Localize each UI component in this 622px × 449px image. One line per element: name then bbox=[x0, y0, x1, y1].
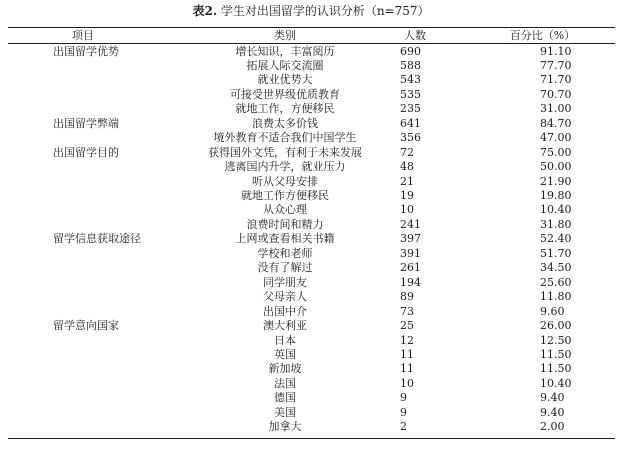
row-item: 境外教育不适合我们中国学生 bbox=[213, 131, 357, 145]
row-count: 391 bbox=[400, 246, 421, 260]
row-item: 就地工作方便移民 bbox=[241, 189, 329, 202]
row-percent: 10.40 bbox=[540, 376, 572, 390]
row-count: 588 bbox=[400, 58, 421, 72]
row-count: 261 bbox=[400, 261, 421, 275]
row-item: 学校和老师 bbox=[257, 246, 313, 260]
row-percent: 9.40 bbox=[540, 391, 565, 405]
table-row bbox=[0, 334, 622, 348]
row-count: 9 bbox=[400, 391, 407, 405]
row-item: 上网或查看相关书籍 bbox=[235, 232, 335, 246]
row-count: 543 bbox=[400, 73, 421, 87]
row-count: 10 bbox=[400, 203, 414, 217]
row-percent: 9.40 bbox=[540, 405, 565, 419]
row-count: 11 bbox=[400, 362, 414, 376]
table-row bbox=[0, 88, 622, 102]
table-row bbox=[0, 319, 622, 333]
row-count: 397 bbox=[400, 232, 421, 246]
table-row bbox=[0, 290, 622, 304]
row-percent: 34.50 bbox=[540, 261, 572, 275]
row-item: 浪费太多价钱 bbox=[252, 116, 318, 130]
row-item: 逃离国内升学，就业压力 bbox=[224, 160, 346, 174]
table-number: 表2. bbox=[192, 4, 217, 18]
table-row bbox=[0, 391, 622, 405]
row-item: 澳大利亚 bbox=[263, 319, 307, 333]
row-count: 21 bbox=[400, 174, 414, 188]
row-count: 72 bbox=[400, 145, 414, 159]
row-item: 就地工作，方便移民 bbox=[235, 102, 335, 116]
header-category: 项目 bbox=[72, 28, 94, 42]
row-count: 12 bbox=[400, 333, 414, 347]
row-percent: 9.60 bbox=[540, 304, 565, 318]
header-item: 类别 bbox=[274, 28, 296, 42]
row-percent: 75.00 bbox=[540, 145, 572, 159]
row-count: 2 bbox=[400, 420, 407, 434]
table-row bbox=[0, 377, 622, 391]
row-category: 留学信息获取途径 bbox=[53, 232, 141, 246]
row-count: 535 bbox=[400, 87, 421, 101]
row-item: 获得国外文凭，有利于未来发展 bbox=[208, 145, 362, 159]
table-row bbox=[0, 261, 622, 275]
row-percent: 31.00 bbox=[540, 102, 572, 116]
row-percent: 47.00 bbox=[540, 131, 572, 145]
row-item: 新加坡 bbox=[268, 362, 302, 376]
table-caption: 学生对出国留学的认识分析（n=757） bbox=[220, 4, 430, 18]
row-item: 德国 bbox=[274, 391, 296, 405]
table-row bbox=[0, 362, 622, 376]
table-row bbox=[0, 305, 622, 319]
row-item: 加拿大 bbox=[268, 420, 302, 434]
row-percent: 77.70 bbox=[540, 58, 572, 72]
row-category: 出国留学目的 bbox=[53, 145, 119, 159]
row-percent: 11.80 bbox=[540, 290, 572, 304]
row-count: 356 bbox=[400, 131, 421, 145]
table-row bbox=[0, 146, 622, 160]
table-header-row bbox=[0, 29, 622, 43]
table-row bbox=[0, 218, 622, 232]
row-count: 25 bbox=[400, 319, 414, 333]
row-category: 留学意向国家 bbox=[53, 319, 119, 333]
table-row bbox=[0, 247, 622, 261]
table-row bbox=[0, 73, 622, 87]
row-count: 641 bbox=[400, 116, 421, 130]
row-percent: 70.70 bbox=[540, 87, 572, 101]
bottom-rule bbox=[8, 438, 615, 439]
table-row bbox=[0, 189, 622, 203]
row-percent: 91.10 bbox=[540, 44, 572, 58]
row-percent: 26.00 bbox=[540, 319, 572, 333]
row-percent: 71.70 bbox=[540, 73, 572, 87]
table-row bbox=[0, 232, 622, 246]
table-title bbox=[0, 4, 622, 18]
header-count: 人数 bbox=[404, 28, 426, 42]
row-count: 73 bbox=[400, 304, 414, 318]
row-item: 增长知识，丰富阅历 bbox=[235, 44, 335, 58]
row-count: 9 bbox=[400, 405, 407, 419]
row-count: 48 bbox=[400, 160, 414, 174]
row-item: 就业优势大 bbox=[257, 73, 313, 87]
row-percent: 2.00 bbox=[540, 420, 565, 434]
table-row bbox=[0, 160, 622, 174]
row-percent: 21.90 bbox=[540, 174, 572, 188]
row-count: 235 bbox=[400, 102, 421, 116]
row-percent: 11.50 bbox=[540, 347, 572, 361]
row-item: 拓展人际交流圈 bbox=[246, 58, 324, 72]
row-item: 英国 bbox=[274, 347, 296, 361]
row-item: 父母亲人 bbox=[263, 290, 307, 304]
row-item: 浪费时间和精力 bbox=[246, 217, 324, 231]
table-row bbox=[0, 131, 622, 145]
row-category: 出国留学弊端 bbox=[53, 116, 119, 130]
table-row bbox=[0, 102, 622, 116]
table-row bbox=[0, 348, 622, 362]
row-count: 690 bbox=[400, 44, 421, 58]
header-percent: 百分比（%） bbox=[509, 28, 576, 42]
table-row bbox=[0, 175, 622, 189]
row-item: 出国中介 bbox=[263, 304, 307, 318]
row-percent: 52.40 bbox=[540, 232, 572, 246]
row-item: 从众心理 bbox=[263, 203, 307, 217]
row-item: 美国 bbox=[274, 405, 296, 419]
row-count: 89 bbox=[400, 290, 414, 304]
row-count: 10 bbox=[400, 376, 414, 390]
row-item: 日本 bbox=[274, 333, 296, 347]
row-count: 241 bbox=[400, 217, 421, 231]
row-count: 11 bbox=[400, 347, 414, 361]
table-row bbox=[0, 406, 622, 420]
table-row bbox=[0, 276, 622, 290]
table-row bbox=[0, 117, 622, 131]
table-row bbox=[0, 203, 622, 217]
row-percent: 50.00 bbox=[540, 160, 572, 174]
row-item: 法国 bbox=[274, 376, 296, 390]
row-percent: 19.80 bbox=[540, 189, 572, 202]
row-percent: 31.80 bbox=[540, 217, 572, 231]
row-count: 194 bbox=[400, 275, 421, 289]
table-row bbox=[0, 420, 622, 434]
row-count: 19 bbox=[400, 189, 414, 202]
row-item: 听从父母安排 bbox=[252, 174, 318, 188]
row-percent: 25.60 bbox=[540, 275, 572, 289]
row-percent: 51.70 bbox=[540, 246, 572, 260]
row-percent: 10.40 bbox=[540, 203, 572, 217]
row-percent: 84.70 bbox=[540, 116, 572, 130]
table-row bbox=[0, 45, 622, 59]
table-row bbox=[0, 59, 622, 73]
row-percent: 11.50 bbox=[540, 362, 572, 376]
row-item: 同学朋友 bbox=[263, 275, 307, 289]
row-item: 没有了解过 bbox=[257, 261, 313, 275]
row-category: 出国留学优势 bbox=[53, 44, 119, 58]
row-item: 可接受世界级优质教育 bbox=[230, 87, 340, 101]
row-percent: 12.50 bbox=[540, 333, 572, 347]
